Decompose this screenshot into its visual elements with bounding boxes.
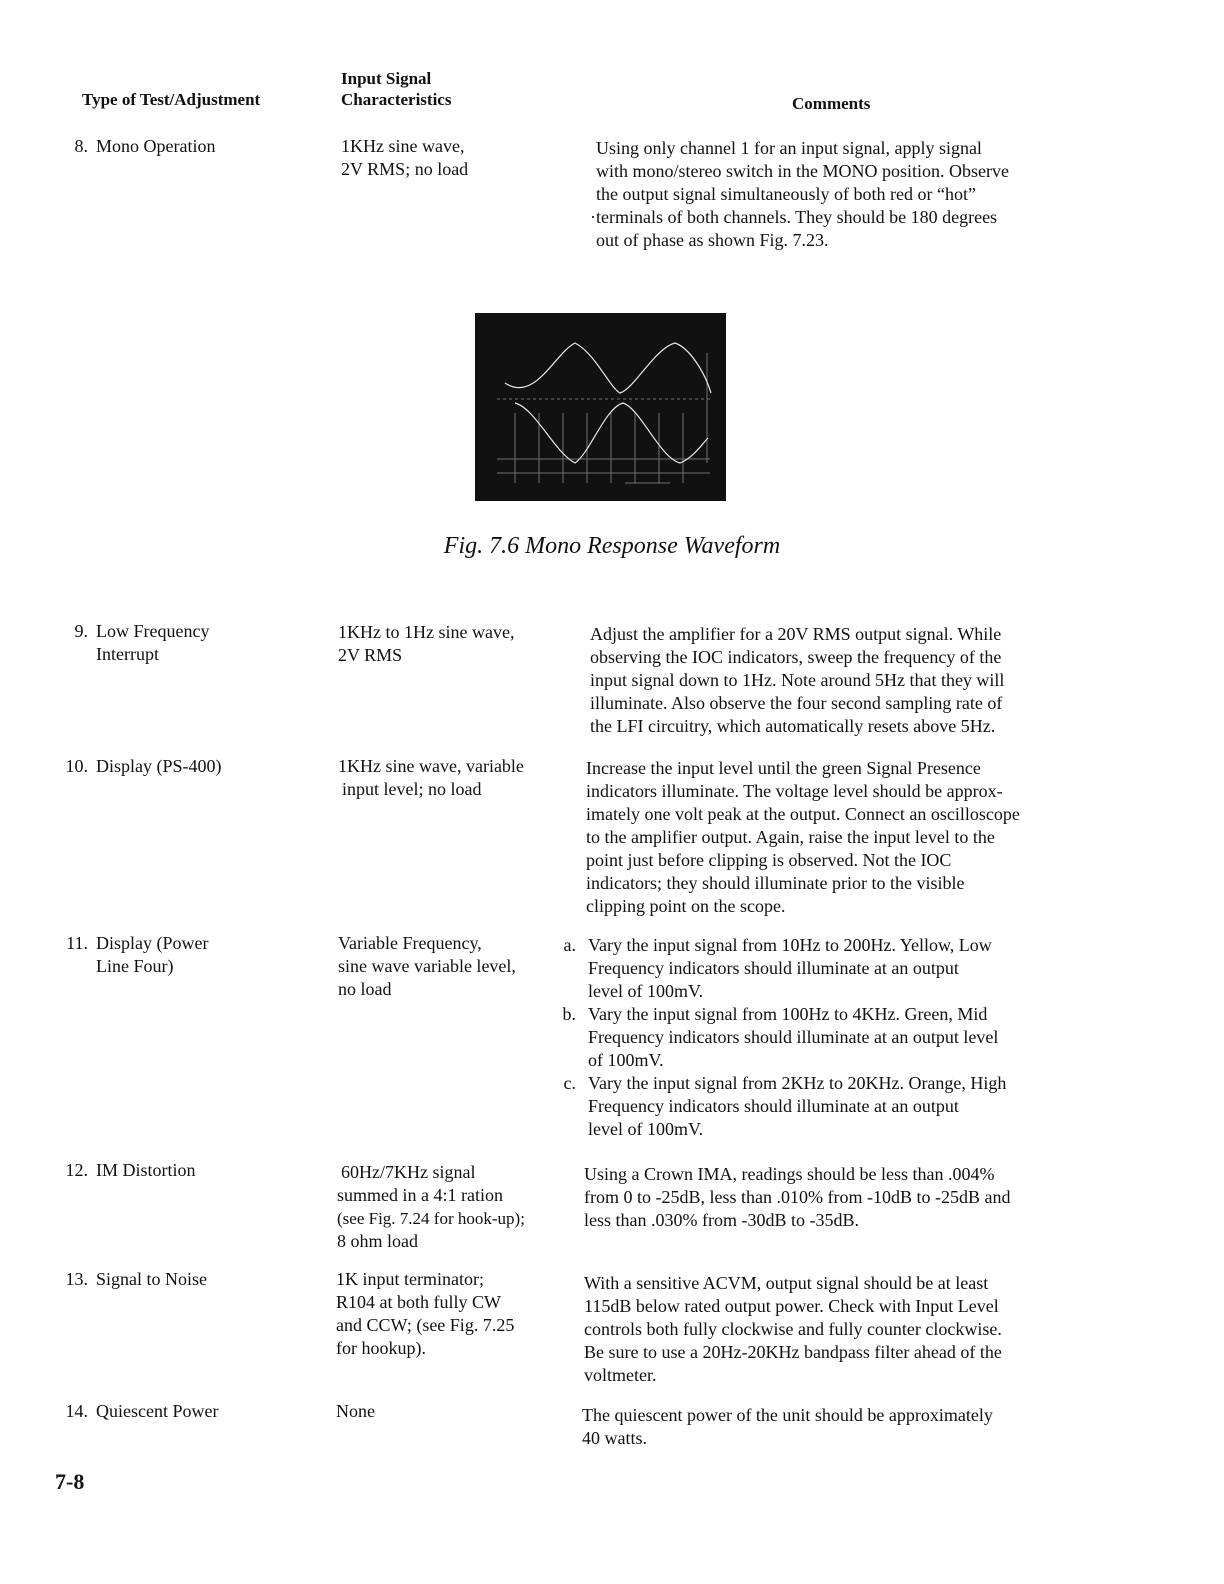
- row-10-comment: [586, 757, 1061, 918]
- row-type-text: Low Frequency: [96, 621, 210, 641]
- header-input-line2: Characteristics: [341, 90, 452, 109]
- row-type-text: Signal to Noise: [96, 1269, 207, 1289]
- row-number: 9.: [74, 621, 88, 641]
- row-9-comment: [590, 623, 1065, 738]
- row-type-text: Quiescent Power: [96, 1401, 219, 1421]
- comment-line: imately one volt peak at the output. Connect an oscilloscope: [586, 804, 1020, 824]
- row-13-input: [336, 1268, 514, 1360]
- comment-line: Adjust the amplifier for a 20V RMS output signal. While: [590, 624, 1002, 644]
- row-number: 8.: [74, 136, 88, 156]
- page-number: 7-8: [55, 1469, 85, 1494]
- row-8-input: [341, 135, 468, 181]
- comment-line: clipping point on the scope.: [586, 896, 786, 916]
- comment-line: indicators illuminate. The voltage level should be approx-: [586, 781, 1003, 801]
- row-14-comment: [582, 1404, 1057, 1450]
- row-type-text: Mono Operation: [96, 136, 216, 156]
- comment-line: The quiescent power of the unit should be approximately: [582, 1405, 993, 1425]
- row-12-input: [337, 1161, 525, 1253]
- input-line: Variable Frequency,: [338, 933, 482, 953]
- row-8-comment: [590, 137, 1071, 252]
- input-line: 8 ohm load: [337, 1231, 418, 1251]
- input-line: 2V RMS: [338, 645, 403, 665]
- comment-line: less than .030% from -30dB to -35dB.: [584, 1210, 859, 1230]
- comment-line: Increase the input level until the green Signal Presence: [586, 758, 981, 778]
- comment-line: out of phase as shown Fig. 7.23.: [596, 230, 829, 250]
- comment-line: illuminate. Also observe the four second sampling rate of: [590, 693, 1003, 713]
- comment-line: voltmeter.: [584, 1365, 657, 1385]
- sub-item-letter: a.: [563, 935, 576, 955]
- input-line: 1KHz sine wave, variable: [338, 756, 524, 776]
- comment-line: With a sensitive ACVM, output signal should be at least: [584, 1273, 989, 1293]
- header-input-signal: [341, 68, 451, 110]
- sub-item-c: [563, 1072, 1063, 1141]
- row-13-comment: [584, 1272, 1059, 1387]
- comment-line: controls both fully clockwise and fully counter clockwise.: [584, 1319, 1002, 1339]
- input-line: 1KHz to 1Hz sine wave,: [338, 622, 515, 642]
- sub-item-letter: b.: [562, 1004, 576, 1024]
- header-type-of-test: Type of Test/Adjustment: [82, 90, 261, 109]
- comment-line: indicators; they should illuminate prior to the visible: [586, 873, 965, 893]
- row-9-input: [338, 621, 514, 667]
- comment-line: Vary the input signal from 100Hz to 4KHz. Green, Mid: [588, 1004, 988, 1024]
- input-line: and CCW; (see Fig. 7.25: [336, 1315, 515, 1335]
- row-type-text: Display (PS-400): [96, 756, 222, 776]
- row-9-type: [62, 620, 209, 666]
- comment-line: with mono/stereo switch in the MONO position. Observe: [596, 161, 1009, 181]
- row-12-comment: [584, 1163, 1059, 1232]
- row-14-input: [336, 1400, 375, 1423]
- row-13-type: [62, 1268, 207, 1291]
- input-line: 1KHz sine wave,: [341, 136, 465, 156]
- row-type-text: Line Four): [96, 956, 174, 976]
- comment-line: input signal down to 1Hz. Note around 5Hz that they will: [590, 670, 1005, 690]
- input-line: R104 at both fully CW: [336, 1292, 501, 1312]
- comment-line: Frequency indicators should illuminate at an output level: [588, 1027, 999, 1047]
- row-number: 13.: [65, 1269, 88, 1289]
- comment-line: of 100mV.: [588, 1050, 664, 1070]
- row-11-comment: [562, 934, 1063, 1141]
- row-10-input: [338, 755, 524, 801]
- row-type-text: IM Distortion: [96, 1160, 196, 1180]
- comment-line: Using only channel 1 for an input signal, apply signal: [596, 138, 982, 158]
- row-11-input: [338, 932, 516, 1001]
- row-number: 11.: [66, 933, 88, 953]
- comment-line: Vary the input signal from 10Hz to 200Hz. Yellow, Low: [588, 935, 992, 955]
- oscilloscope-waveform-icon: [475, 313, 726, 501]
- row-number: 12.: [65, 1160, 88, 1180]
- comment-line: Using a Crown IMA, readings should be less than .004%: [584, 1164, 995, 1184]
- row-14-type: [62, 1400, 218, 1423]
- row-type-text: Interrupt: [96, 644, 159, 664]
- comment-line: 40 watts.: [582, 1428, 647, 1448]
- row-type-text: Display (Power: [96, 933, 209, 953]
- input-line: sine wave variable level,: [338, 956, 516, 976]
- comment-line: observing the IOC indicators, sweep the frequency of the: [590, 647, 1002, 667]
- comment-line: Frequency indicators should illuminate at an output: [588, 958, 959, 978]
- row-number: 10.: [65, 756, 88, 776]
- input-line: for hookup).: [336, 1338, 426, 1358]
- comment-line: Vary the input signal from 2KHz to 20KHz. Orange, High: [588, 1073, 1007, 1093]
- row-number: 14.: [65, 1401, 88, 1421]
- row-12-type: [62, 1159, 196, 1182]
- comment-line: level of 100mV.: [588, 981, 704, 1001]
- input-line: 60Hz/7KHz signal: [341, 1162, 476, 1182]
- input-line: (see Fig. 7.24 for hook-up);: [337, 1209, 525, 1228]
- input-line: 1K input terminator;: [336, 1269, 484, 1289]
- comment-line: the output signal simultaneously of both red or “hot”: [596, 184, 976, 204]
- comment-line: Be sure to use a 20Hz-20KHz bandpass filter ahead of the: [584, 1342, 1002, 1362]
- oscilloscope-waveform-figure: [475, 313, 726, 501]
- sub-item-letter: c.: [563, 1073, 576, 1093]
- input-line: None: [336, 1401, 375, 1421]
- input-line: 2V RMS; no load: [341, 159, 469, 179]
- input-line: input level; no load: [342, 779, 482, 799]
- row-8-type: [62, 135, 215, 158]
- sub-item-a: [563, 934, 1063, 1003]
- comment-line: Frequency indicators should illuminate at an output: [588, 1096, 959, 1116]
- header-input-line1: Input Signal: [341, 69, 432, 88]
- sub-item-b: [562, 1003, 1063, 1072]
- comment-line: point just before clipping is observed. Not the IOC: [586, 850, 952, 870]
- comment-line: the LFI circuitry, which automatically resets above 5Hz.: [590, 716, 996, 736]
- comment-line: from 0 to -25dB, less than .010% from -10dB to -25dB and: [584, 1187, 1011, 1207]
- figure-caption: Fig. 7.6 Mono Response Waveform: [443, 533, 781, 559]
- row-10-type: [62, 755, 222, 778]
- header-comments: Comments: [792, 94, 871, 113]
- row-11-type: [62, 932, 208, 978]
- input-line: summed in a 4:1 ration: [337, 1185, 503, 1205]
- input-line: no load: [338, 979, 392, 999]
- comment-line: to the amplifier output. Again, raise the input level to the: [586, 827, 995, 847]
- comment-line: level of 100mV.: [588, 1119, 704, 1139]
- comment-line: 115dB below rated output power. Check with Input Level: [584, 1296, 999, 1316]
- comment-line: ·terminals of both channels. They should be 180 degrees: [590, 207, 998, 227]
